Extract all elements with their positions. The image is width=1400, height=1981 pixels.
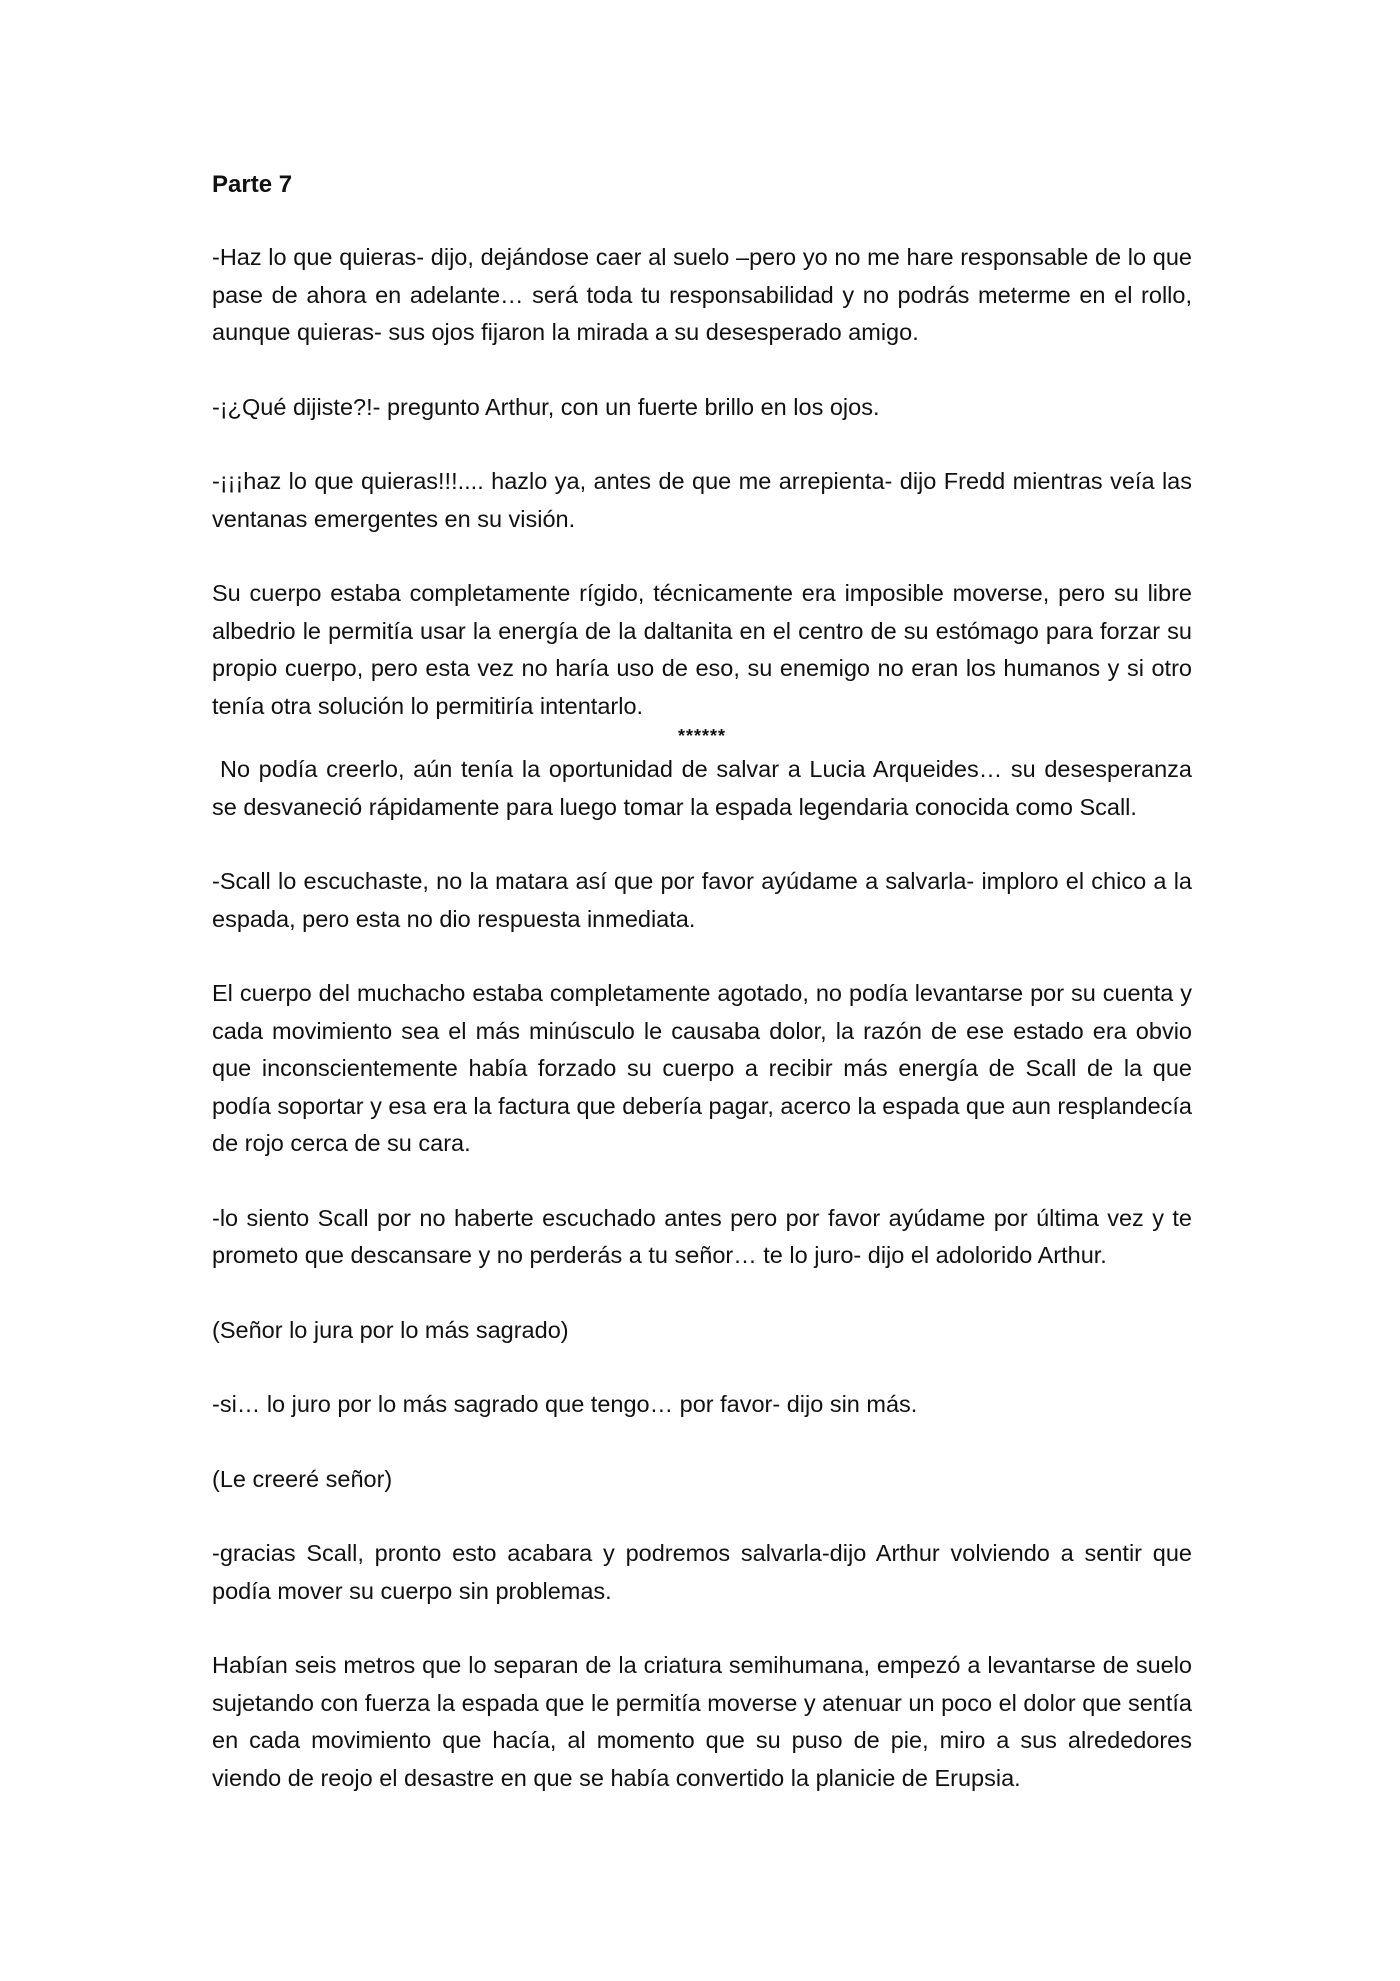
paragraph-6: -Scall lo escuchaste, no la matara así que por favor ayúdame a salvarla- imploro el chico a la espada, pero esta no dio respuesta inmediata. (212, 868, 1192, 932)
paragraph-2: -¡¿Qué dijiste?!- pregunto Arthur, con un fuerte brillo en los ojos. (212, 393, 880, 420)
chapter-title: Parte 7 (212, 171, 293, 198)
paragraph-8: -lo siento Scall por no haberte escuchado antes pero por favor ayúdame por última vez y te prometo que descansare y no perderás a tu señor… te lo juro- dijo el adolorido Arthur. (212, 1204, 1192, 1268)
paragraph-9: (Señor lo jura por lo más sagrado) (212, 1316, 569, 1343)
paragraph-5: No podía creerlo, aún tenía la oportunidad de salvar a Lucia Arqueides… su desesperanza se desvaneció rápidamente para luego tomar la espada legendaria conocida como Scall. (212, 756, 1192, 820)
paragraph-12: -gracias Scall, pronto esto acabara y podremos salvarla-dijo Arthur volviendo a sentir que podía mover su cuerpo sin problemas. (212, 1540, 1192, 1604)
paragraph-7: El cuerpo del muchacho estaba completamente agotado, no podía levantarse por su cuenta y cada movimiento sea el más minúsculo le causaba dolor, la razón de ese estado era obvio que inconscientemente había forzado su cuerpo a recibir más energía de Scall de la que podía soportar y esa era la factura que debería pagar, acerco la espada que aun resplandecía de rojo cerca de su cara. (212, 980, 1192, 1156)
paragraph-13: Habían seis metros que lo separan de la criatura semihumana, empezó a levantarse de suelo sujetando con fuerza la espada que le permitía moverse y atenuar un poco el dolor que sentía en cada movimiento que hacía, al momento que su puso de pie, miro a sus alrededores viendo de reojo el desastre en que se había convertido la planicie de Erupsia. (212, 1652, 1192, 1791)
paragraph-10: -si… lo juro por lo más sagrado que tengo… por favor- dijo sin más. (212, 1391, 918, 1417)
paragraph-3: -¡¡¡haz lo que quieras!!!.... hazlo ya, antes de que me arrepienta- dijo Fredd mientras veía las ventanas emergentes en su visión. (212, 468, 1192, 532)
section-separator: ****** (677, 726, 727, 746)
paragraph-1: -Haz lo que quieras- dijo, dejándose caer al suelo –pero yo no me hare responsable de lo que pase de ahora en adelante… será toda tu responsabilidad y no podrás meterme en el rollo, aunque quieras- sus ojos fijaron la mirada a su desesperado amigo. (212, 244, 1192, 345)
paragraph-4: Su cuerpo estaba completamente rígido, técnicamente era imposible moverse, pero su libre albedrio le permitía usar la energía de la daltanita en el centro de su estómago para forzar su propio cuerpo, pero esta vez no haría uso de eso, su enemigo no eran los humanos y si otro tenía otra solución lo permitiría intentarlo. (212, 580, 1192, 719)
paragraph-11: (Le creeré señor) (212, 1465, 393, 1492)
document-body (212, 166, 1192, 1797)
